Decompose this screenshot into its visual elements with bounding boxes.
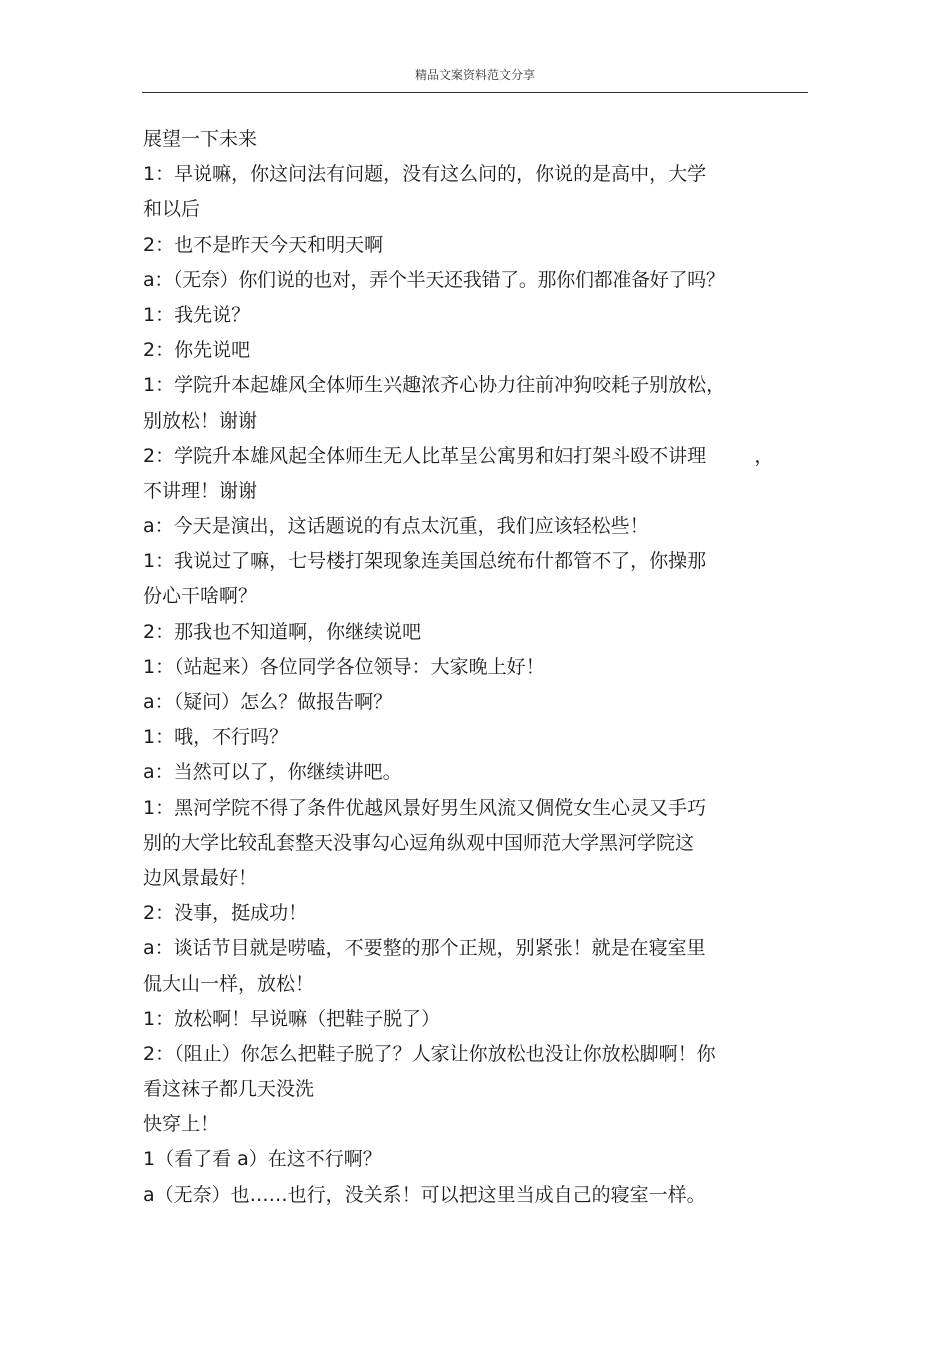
text-line: 快穿上！ bbox=[143, 1113, 220, 1136]
text-line: 展望一下未来 bbox=[143, 128, 258, 150]
text-line: 1：黑河学院不得了条件优越风景好男生风流又倜傥女生心灵又手巧 bbox=[143, 796, 707, 819]
text-line: 1（看了看 a）在这不行啊？ bbox=[143, 1148, 382, 1171]
text-line: 不讲理！谢谢 bbox=[143, 479, 258, 502]
text-line: 2：那我也不知道啊，你继续说吧 bbox=[143, 620, 422, 643]
text-line: 侃大山一样，放松！ bbox=[143, 972, 315, 995]
text-line: 1：哦，不行吗？ bbox=[143, 726, 289, 749]
text-line: 2：你先说吧 bbox=[143, 339, 251, 362]
text-line: 1：学院升本起雄风全体师生兴趣浓齐心协力往前冲狗咬耗子别放松， bbox=[143, 374, 726, 397]
header-title: 精品文案资料范文分享 bbox=[414, 68, 535, 82]
text-line: 1：早说嘛，你这问法有问题，没有这么问的，你说的是高中，大学 bbox=[143, 163, 707, 186]
text-line: 1：我先说？ bbox=[143, 303, 251, 326]
text-line: 别的大学比较乱套整天没事勾心逗角纵观中国师范大学黑河学院这 bbox=[143, 831, 695, 854]
page-header bbox=[142, 64, 808, 93]
text-line: 2：也不是昨天今天和明天啊 bbox=[143, 233, 384, 256]
text-line: 份心干啥啊？ bbox=[143, 585, 258, 608]
text-line: a：今天是演出，这话题说的有点太沉重，我们应该轻松些！ bbox=[143, 515, 649, 538]
text-line: 2：学院升本雄风起全体师生无人比革呈公寓男和妇打架斗殴不讲理 ， bbox=[143, 444, 774, 467]
text-line: 和以后 bbox=[143, 198, 201, 221]
text-line: 看这袜子都几天没洗 bbox=[143, 1078, 315, 1101]
text-line: a：谈话节目就是唠嗑，不要整的那个正规，别紧张！就是在寝室里 bbox=[143, 937, 706, 960]
text-line: a：当然可以了，你继续讲吧。 bbox=[143, 761, 402, 784]
text-line: 2：（阻止）你怎么把鞋子脱了？人家让你放松也没让你放松脚啊！你 bbox=[143, 1042, 716, 1065]
document-body bbox=[143, 122, 823, 1213]
text-line: a：（无奈）你们说的也对，弄个半天还我错了。那你们都准备好了吗？ bbox=[143, 268, 725, 291]
text-line: 别放松！谢谢 bbox=[143, 409, 258, 432]
text-line: 2：没事，挺成功！ bbox=[143, 902, 308, 925]
text-line: a（无奈）也……也行，没关系！可以把这里当成自己的寝室一样。 bbox=[143, 1183, 706, 1206]
text-line: 1：（站起来）各位同学各位领导：大家晚上好！ bbox=[143, 655, 545, 678]
text-line: 1：放松啊！早说嘛（把鞋子脱了） bbox=[143, 1007, 441, 1030]
text-line: 边风景最好！ bbox=[143, 866, 258, 889]
text-line: 1：我说过了嘛，七号楼打架现象连美国总统布什都管不了，你操那 bbox=[143, 550, 707, 573]
text-line: a：（疑问）怎么？做报告啊？ bbox=[143, 691, 393, 713]
